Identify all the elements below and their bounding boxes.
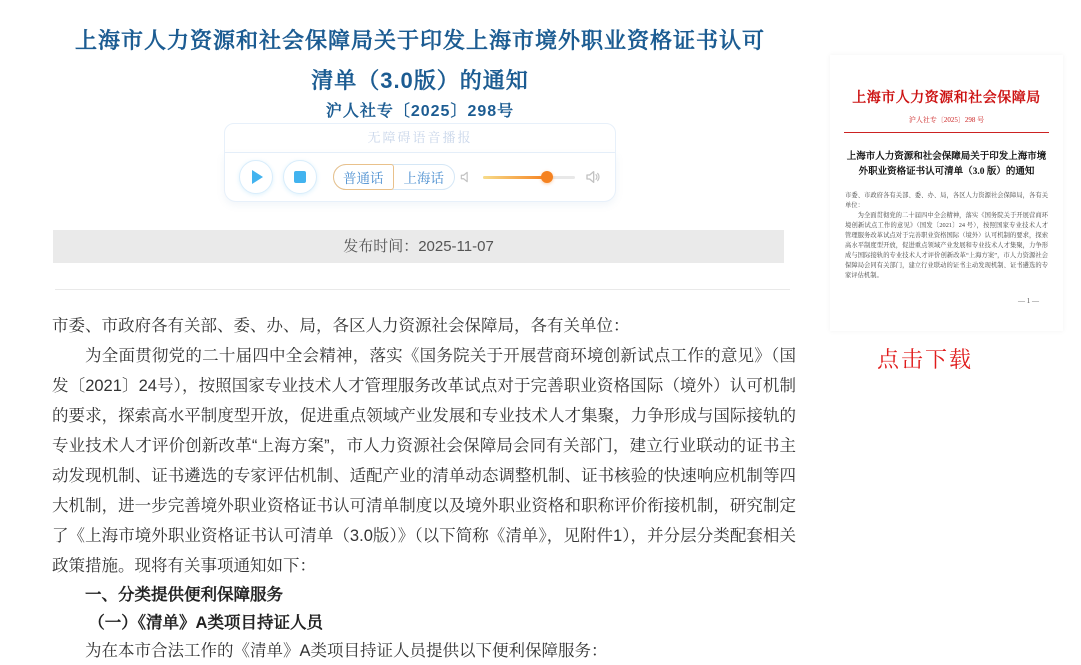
volume-slider[interactable] <box>483 176 575 179</box>
divider <box>55 289 790 290</box>
thumbnail-paragraph: 为全面贯彻党的二十届四中全会精神，落实《国务院关于开展营商环境创新试点工作的意见》（国发〔2021〕24 号），按照国家专业技术人才管理服务改革试点对于完善职业资格国际（境外）认可机制的要求，探索高水平制度型开放，促进重点领域产业发展和专业技术人才集聚，力争形成与国际接轨的专业技术人才评价创新改革“上海方案”，市人力资源社会保障局会同有关部门，建立行业联动的证书主动发现机制、证书遴选的专家评估机制。 <box>845 212 1048 279</box>
volume-control <box>459 169 601 185</box>
language-option-shanghainese[interactable]: 上海话 <box>403 171 444 186</box>
stop-button[interactable] <box>283 160 317 194</box>
notice-body <box>52 311 796 665</box>
thumbnail-document-title: 上海市人力资源和社会保障局关于印发上海市境外职业资格证书认可清单（3.0 版）的通知 <box>846 152 1047 177</box>
page-title <box>40 21 800 101</box>
play-button[interactable] <box>239 160 273 194</box>
thumbnail-red-rule <box>844 132 1049 133</box>
thumbnail-salutation: 市委、市政府各有关部、委、办、局，各区人力资源社会保障局，各有关单位： <box>845 192 1048 209</box>
volume-up-icon <box>585 169 601 185</box>
thumbnail-agency-header: 上海市人力资源和社会保障局 <box>852 91 1041 106</box>
download-link[interactable]: 点击下载 <box>877 347 974 372</box>
volume-down-icon <box>459 170 473 184</box>
service-paragraph: 为在本市合法工作的《清单》A类项目持证人员提供以下便利保障服务： <box>85 642 608 660</box>
audio-player <box>224 123 616 202</box>
intro-paragraph: 为全面贯彻党的二十届四中全会精神，落实《国务院关于开展营商环境创新试点工作的意见》（国发〔2021〕24号），按照国家专业技术人才管理服务改革试点对于完善职业资格国际（境外）认可机制的要求，探索高水平制度型开放，促进重点领域产业发展和专业技术人才集聚，力争形成与国际接轨的专业技术人才评价创新改革“上海方案”，市人力资源社会保障局会同有关部门，建立行业联动的证书主动发现机制、证书遴选的专家评估机制、适配产业的清单动态调整机制、证书核验的快速响应机制等四大机制，进一步完善境外职业资格证书认可清单制度以及境外职业资格和职称评价衔接机制，研究制定了《上海市境外职业资格证书认可清单（3.0版）》（以下简称《清单》，见附件1），并分层分类配套相关政策措施。现将有关事项通知如下： <box>52 347 796 575</box>
volume-handle[interactable] <box>541 171 553 183</box>
page-title-line2: 清单（3.0版）的通知 <box>311 68 529 93</box>
thumbnail-document-number: 沪人社专〔2025〕298 号 <box>908 116 985 124</box>
thumbnail-body-text <box>845 191 1048 281</box>
stop-icon <box>294 171 306 183</box>
audio-player-header: 无障碍语音播报 <box>224 123 616 153</box>
section-heading-1: 一、分类提供便利保障服务 <box>85 586 283 604</box>
thumbnail-page-number: — 1 — <box>1018 297 1039 305</box>
play-icon <box>252 170 263 184</box>
document-preview-thumbnail[interactable] <box>830 55 1063 331</box>
language-toggle <box>333 164 455 190</box>
main-content <box>40 0 800 665</box>
salutation-paragraph: 市委、市政府各有关部、委、办、局，各区人力资源社会保障局，各有关单位： <box>52 317 630 335</box>
audio-player-controls <box>224 153 616 202</box>
publish-date-bar: 发布时间：2025-11-07 <box>53 230 784 263</box>
volume-fill <box>483 176 547 179</box>
document-number: 沪人社专〔2025〕298号 <box>325 103 515 120</box>
language-option-mandarin[interactable]: 普通话 <box>333 164 394 190</box>
page-title-line1: 上海市人力资源和社会保障局关于印发上海市境外职业资格证书认可 <box>74 28 765 53</box>
section-heading-1-1: （一）《清单》A类项目持证人员 <box>88 614 323 632</box>
